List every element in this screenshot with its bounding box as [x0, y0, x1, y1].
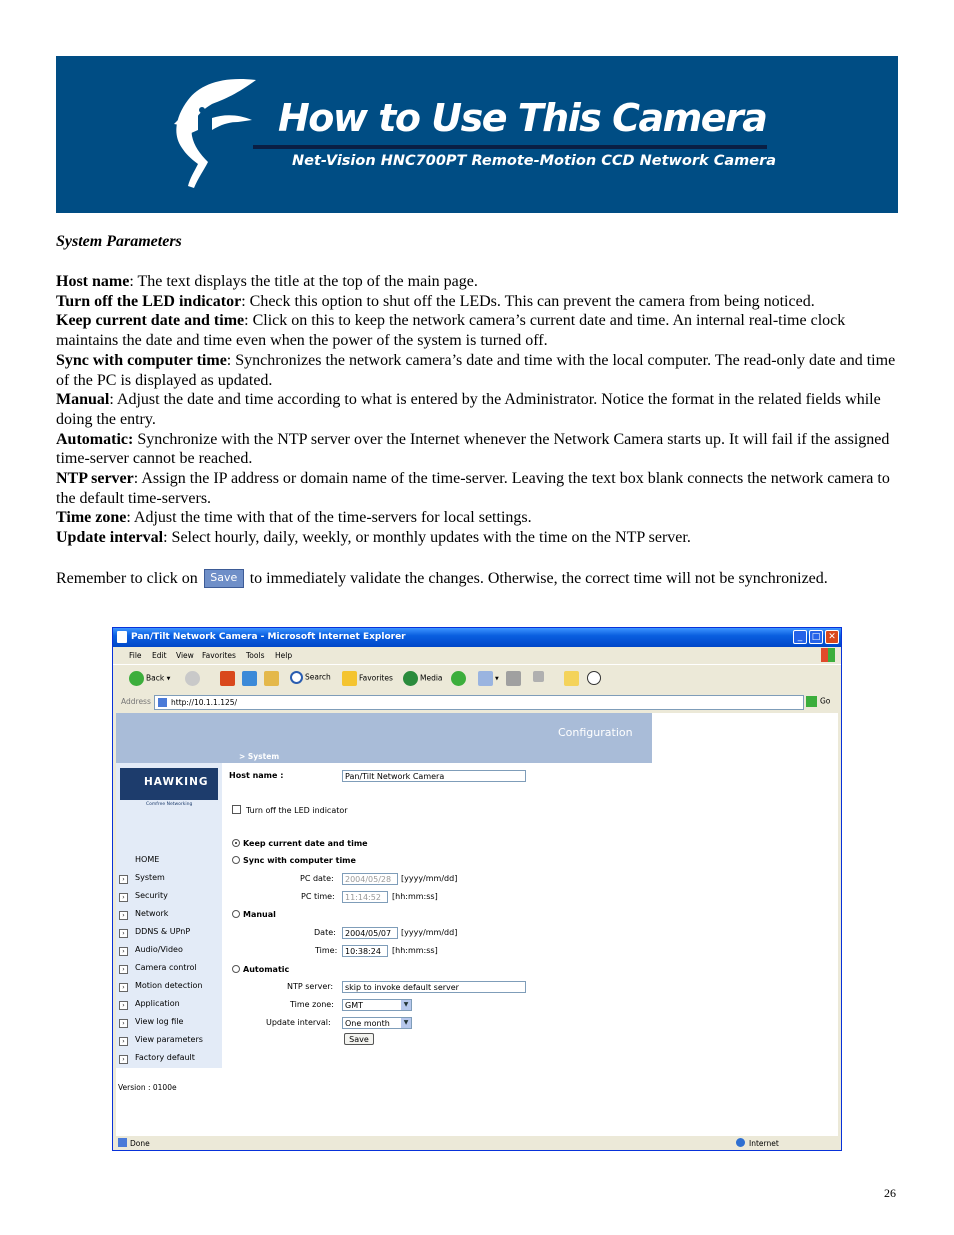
messenger-icon: [587, 671, 601, 685]
manual-radio[interactable]: [232, 910, 240, 918]
pc-time-label: PC time:: [301, 892, 335, 901]
host-name-label: Host name :: [229, 771, 284, 780]
param-desc: : Click on this to keep the network camera’s current date and time. An internal real-time clock maintains the date and time even when the power of the system is turned off.: [56, 312, 846, 350]
nav-bullet-icon: ›: [119, 893, 128, 902]
save-button[interactable]: Save: [344, 1033, 374, 1045]
windows-flag-icon: [821, 648, 835, 662]
date-format: [yyyy/mm/dd]: [401, 928, 458, 937]
ntp-server-input[interactable]: skip to invoke default server: [342, 981, 526, 993]
interval-select[interactable]: [342, 1017, 412, 1029]
param-term: Sync with computer time: [56, 351, 227, 369]
nav-bullet-icon: ›: [119, 983, 128, 992]
interval-label: Update interval:: [266, 1018, 331, 1027]
keep-time-label: Keep current date and time: [243, 839, 368, 848]
stop-icon: [220, 671, 235, 686]
favorites-label: Favorites: [359, 673, 393, 683]
toolbar: [113, 664, 841, 693]
mail-icon: [478, 671, 493, 686]
media-label: Media: [420, 673, 443, 683]
pc-time-format: [hh:mm:ss]: [392, 892, 438, 901]
go-arrow-icon: [806, 696, 817, 707]
nav-item-system[interactable]: [119, 873, 203, 891]
mail-button[interactable]: ▾: [478, 671, 499, 686]
date-label: Date:: [314, 928, 336, 937]
param-automatic: [56, 430, 901, 469]
param-term: Manual: [56, 391, 110, 409]
home-button[interactable]: [264, 671, 281, 686]
led-label: Turn off the LED indicator: [246, 806, 348, 815]
nav-panel: [116, 763, 222, 1092]
nav-item-audio-video[interactable]: [119, 945, 203, 963]
param-term: Host name: [56, 273, 130, 290]
menu-bar: [113, 647, 841, 663]
history-button[interactable]: [451, 671, 468, 686]
address-text: http://10.1.1.125/: [171, 698, 238, 707]
nav-label: Security: [135, 891, 168, 900]
remember-after: to immediately validate the changes. Otherwise, the correct time will not be synchronized.: [249, 570, 828, 587]
hawking-brand: HAWKING: [144, 776, 209, 788]
param-term: Turn off the LED indicator: [56, 292, 242, 310]
search-label: Search: [305, 672, 331, 682]
eagle-logo: [168, 74, 258, 192]
param-host-name: [56, 272, 901, 292]
window-title: Pan/Tilt Network Camera - Microsoft Internet Explorer: [131, 632, 406, 642]
close-icon[interactable]: ✕: [825, 630, 839, 644]
address-label: Address: [121, 697, 151, 706]
pc-date-label: PC date:: [300, 874, 334, 883]
history-icon: [451, 671, 466, 686]
nav-item-parameters[interactable]: [119, 1035, 203, 1053]
menu-tools[interactable]: Tools: [246, 651, 265, 660]
param-term: Time zone: [56, 509, 127, 527]
nav-label: System: [135, 873, 165, 882]
param-sync: [56, 351, 901, 390]
window-titlebar: [113, 628, 841, 647]
back-arrow-icon: [129, 671, 144, 686]
nav-item-factory[interactable]: [119, 1053, 203, 1071]
parameter-list: [56, 272, 901, 548]
go-label: Go: [820, 696, 831, 706]
interval-value: One month: [345, 1019, 390, 1028]
header-banner: [56, 56, 898, 213]
nav-item-motion[interactable]: [119, 981, 203, 999]
param-led: [56, 292, 901, 312]
media-button[interactable]: [403, 671, 443, 686]
nav-item-security[interactable]: [119, 891, 203, 909]
page-icon: [158, 698, 167, 707]
home-icon: [264, 671, 279, 686]
menu-help[interactable]: Help: [275, 651, 293, 660]
back-label: Back: [146, 673, 165, 683]
timezone-select[interactable]: [342, 999, 412, 1011]
menu-view[interactable]: View: [176, 651, 194, 660]
param-timezone: [56, 508, 901, 528]
banner-rule: [253, 145, 767, 149]
param-desc: : Adjust the time with that of the time-servers for local settings.: [126, 509, 532, 527]
nav-label: View parameters: [135, 1035, 203, 1044]
hawking-logo: [120, 768, 218, 800]
param-desc: : Select hourly, daily, weekly, or monthly updates with the time on the NTP server.: [163, 529, 691, 547]
param-keep-time: [56, 311, 901, 350]
time-label: Time:: [315, 946, 338, 955]
param-term: Keep current date and time: [56, 312, 245, 330]
menu-favorites[interactable]: Favorites: [202, 651, 236, 660]
system-section-label: > System: [239, 752, 280, 761]
stop-button[interactable]: [220, 671, 237, 686]
date-input[interactable]: 2004/05/07: [342, 927, 398, 939]
nav-bullet-icon: ›: [119, 1037, 128, 1046]
nav-label: Audio/Video: [135, 945, 183, 954]
nav-bullet-icon: ›: [119, 965, 128, 974]
nav-home[interactable]: HOME: [135, 855, 160, 864]
edit-icon: [533, 671, 544, 682]
nav-bullet-icon: ›: [119, 947, 128, 956]
config-title: Configuration: [558, 726, 633, 739]
param-desc: : Assign the IP address or domain name of the time-server. Leaving the text box blank connects the network camera to the default time-servers.: [56, 470, 890, 507]
keep-time-radio[interactable]: [232, 839, 240, 847]
led-checkbox[interactable]: [232, 805, 241, 814]
camera-web-page: [116, 713, 838, 1136]
nav-label: Factory default: [135, 1053, 195, 1062]
nav-label: View log file: [135, 1017, 184, 1026]
print-button[interactable]: [506, 671, 523, 686]
param-interval: [56, 528, 901, 548]
time-input[interactable]: 10:38:24: [342, 945, 388, 957]
param-desc: : The text displays the title at the top of the main page.: [129, 273, 478, 290]
menu-file[interactable]: File: [129, 651, 142, 660]
banner-subtitle: Net-Vision HNC700PT Remote-Motion CCD Network Camera: [292, 153, 777, 169]
timezone-label: Time zone:: [290, 1000, 334, 1009]
param-term: NTP server: [56, 470, 134, 488]
timezone-value: GMT: [345, 1001, 363, 1010]
param-manual: [56, 390, 901, 429]
folder-icon: [564, 671, 579, 686]
minimize-icon[interactable]: _: [793, 630, 807, 644]
param-desc: : Synchronizes the network camera’s date and time with the local computer. The read-only date and time of the PC is displayed as updated.: [56, 351, 896, 389]
page-done-icon: [118, 1138, 127, 1147]
globe-icon: [736, 1138, 745, 1147]
page-number: 26: [884, 1186, 896, 1200]
nav-label: DDNS & UPnP: [135, 927, 191, 936]
param-ntp: [56, 469, 901, 508]
nav-bullet-icon: ›: [119, 929, 128, 938]
status-bar: [113, 1136, 841, 1150]
address-input[interactable]: [154, 695, 804, 710]
save-button-image: Save: [204, 569, 244, 588]
menu-edit[interactable]: Edit: [152, 651, 167, 660]
nav-label: Application: [135, 999, 180, 1008]
nav-bullet-icon: ›: [119, 1001, 128, 1010]
pc-date-format: [yyyy/mm/dd]: [401, 874, 458, 883]
param-desc: : Adjust the date and time according to what is entered by the Administrator. Notice the format in the related fields while doing the entry.: [56, 391, 881, 428]
param-desc: : Check this option to shut off the LEDs. This can prevent the camera from being noticed.: [241, 292, 815, 310]
edit-button[interactable]: [533, 671, 546, 682]
ie-page-icon: [117, 631, 127, 643]
host-name-input[interactable]: Pan/Tilt Network Camera: [342, 770, 526, 782]
discuss-button[interactable]: [564, 671, 581, 686]
sync-time-label: Sync with computer time: [243, 856, 356, 865]
nav-bullet-icon: ›: [119, 1019, 128, 1028]
nav-item-network[interactable]: [119, 909, 203, 927]
chevron-down-icon: ▼: [401, 1018, 411, 1028]
pc-date-input: 2004/05/28: [342, 873, 398, 885]
address-bar: [113, 693, 841, 711]
search-button[interactable]: [290, 671, 331, 684]
remember-note: [56, 569, 916, 588]
print-icon: [506, 671, 521, 686]
nav-item-camera-control[interactable]: [119, 963, 203, 981]
chevron-down-icon: ▼: [401, 1000, 411, 1010]
nav-list: [119, 873, 203, 1071]
nav-label: Camera control: [135, 963, 197, 972]
nav-item-application[interactable]: [119, 999, 203, 1017]
ntp-label: NTP server:: [287, 982, 334, 991]
forward-arrow-icon: [185, 671, 200, 686]
param-desc: Synchronize with the NTP server over the Internet whenever the Network Camera starts up. It will fail if the assigned time-server cannot be reached.: [56, 430, 890, 468]
sync-time-radio[interactable]: [232, 856, 240, 864]
nav-bullet-icon: ›: [119, 1055, 128, 1064]
media-icon: [403, 671, 418, 686]
maximize-icon[interactable]: □: [809, 630, 823, 644]
nav-item-log[interactable]: [119, 1017, 203, 1035]
hawking-tagline: Comfree Networking: [146, 802, 193, 807]
remember-before: Remember to click on: [56, 570, 198, 587]
browser-screenshot: [112, 627, 842, 1151]
favorites-button[interactable]: [342, 671, 393, 686]
nav-label: Motion detection: [135, 981, 203, 990]
nav-label: Network: [135, 909, 169, 918]
param-term: Update interval: [56, 529, 164, 547]
time-format: [hh:mm:ss]: [392, 946, 438, 955]
status-text: Done: [130, 1139, 150, 1148]
search-icon: [290, 671, 303, 684]
banner-title: How to Use This Camera: [278, 96, 767, 140]
nav-bullet-icon: ›: [119, 875, 128, 884]
automatic-label: Automatic: [243, 965, 290, 974]
go-button[interactable]: [806, 696, 830, 707]
zone-text: Internet: [749, 1139, 779, 1148]
section-title: System Parameters: [56, 233, 182, 250]
star-icon: [342, 671, 357, 686]
pc-time-input: 11:14:52: [342, 891, 388, 903]
messenger-button[interactable]: [587, 671, 603, 685]
automatic-radio[interactable]: [232, 965, 240, 973]
back-button[interactable]: Back ▾: [129, 671, 170, 686]
nav-item-ddns[interactable]: [119, 927, 203, 945]
forward-button[interactable]: [185, 671, 202, 686]
manual-label: Manual: [243, 910, 276, 919]
system-band: [224, 753, 652, 763]
nav-bullet-icon: ›: [119, 911, 128, 920]
refresh-button[interactable]: [242, 671, 259, 686]
version-text: Version : 0100e: [118, 1083, 177, 1092]
param-term: Automatic:: [56, 430, 134, 448]
refresh-icon: [242, 671, 257, 686]
